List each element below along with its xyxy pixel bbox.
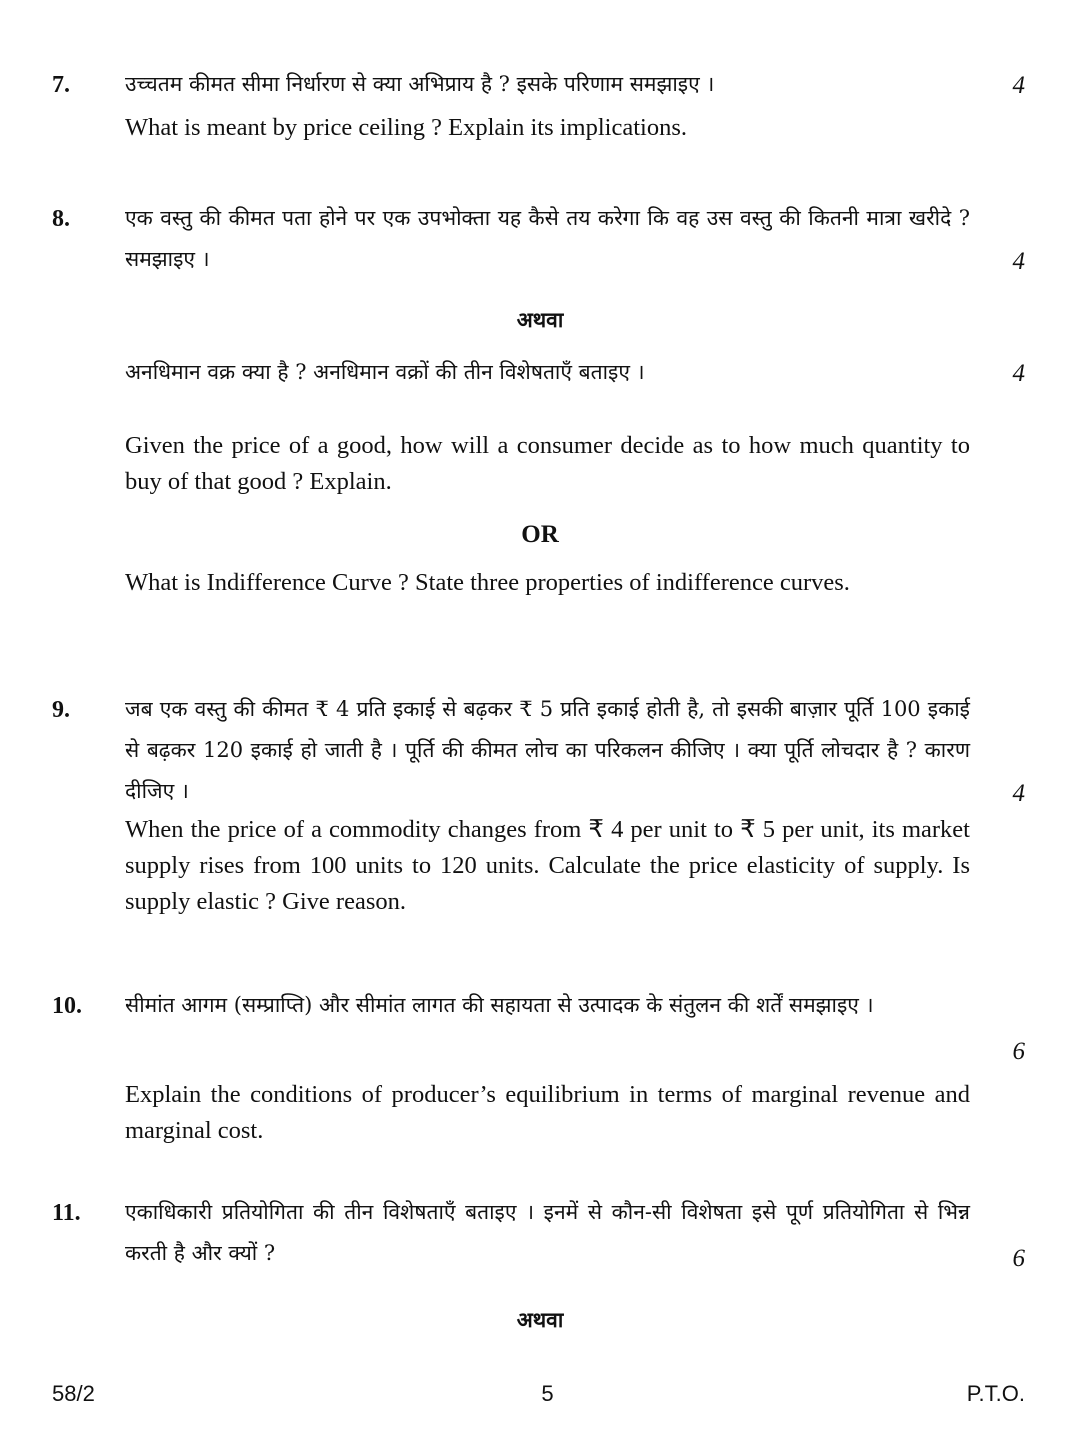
question-11-hindi: एकाधिकारी प्रतियोगिता की तीन विशेषताएँ बताइए । इनमें से कौन-सी विशेषता इसे पूर्ण प्रतियोगिता से भिन्न करती है और क्यों ? — [125, 1200, 970, 1265]
question-9-marks: 4 — [1012, 780, 1025, 807]
question-10-english: Explain the conditions of producer’s equilibrium in terms of marginal revenue and marginal cost. — [125, 1081, 970, 1144]
question-9-hindi: जब एक वस्तु की कीमत ₹ 4 प्रति इकाई से बढ़कर ₹ 5 प्रति इकाई होती है, तो इसकी बाज़ार पूर्ति 100 इकाई से बढ़कर 120 इकाई हो जाती है । पूर्ति की कीमत लोच का परिकलन कीजिए । क्या पूर्ति लोचदार है ? कारण दीजिए । — [125, 697, 970, 803]
paper-code: 58/2 — [52, 1381, 95, 1406]
question-10-marks: 6 — [1012, 1038, 1025, 1065]
question-number-11: 11. — [52, 1200, 81, 1226]
question-number-10: 10. — [52, 993, 82, 1019]
question-10-hindi: सीमांत आगम (सम्प्राप्ति) और सीमांत लागत की सहायता से उत्पादक के संतुलन की शर्तें समझाइए । — [125, 993, 874, 1017]
question-7-english: What is meant by price ceiling ? Explain its implications. — [125, 114, 687, 141]
question-8-hindi: एक वस्तु की कीमत पता होने पर एक उपभोक्ता यह कैसे तय करेगा कि वह उस वस्तु की कितनी मात्रा खरीदे ? समझाइए । — [125, 206, 970, 271]
question-9-english: When the price of a commodity changes from ₹ 4 per unit to ₹ 5 per unit, its market supply rises from 100 units to 120 units. Calculate the price elasticity of supply. Is supply elastic ? Give reason. — [125, 816, 970, 915]
or-separator-english: OR — [521, 521, 559, 548]
question-8-english: Given the price of a good, how will a consumer decide as to how much quantity to buy of that good ? Explain. — [125, 432, 970, 495]
question-8-alt-hindi: अनधिमान वक्र क्या है ? अनधिमान वक्रों की तीन विशेषताएँ बताइए । — [125, 360, 645, 384]
question-number-7: 7. — [52, 72, 70, 98]
pto-label: P.T.O. — [966, 1381, 1025, 1406]
or-separator-hindi: अथवा — [516, 307, 564, 332]
question-8-alt-marks: 4 — [1012, 360, 1025, 387]
question-number-8: 8. — [52, 206, 70, 232]
question-8-marks: 4 — [1012, 248, 1025, 275]
question-7-hindi: उच्चतम कीमत सीमा निर्धारण से क्या अभिप्राय है ? इसके परिणाम समझाइए । — [125, 72, 715, 96]
page-number: 5 — [541, 1381, 554, 1406]
question-11-marks: 6 — [1012, 1245, 1025, 1272]
question-8-alt-english: What is Indifference Curve ? State three properties of indifference curves. — [125, 569, 850, 596]
question-7-marks: 4 — [1012, 72, 1025, 99]
question-number-9: 9. — [52, 697, 70, 723]
or-separator-hindi-2: अथवा — [516, 1307, 564, 1332]
